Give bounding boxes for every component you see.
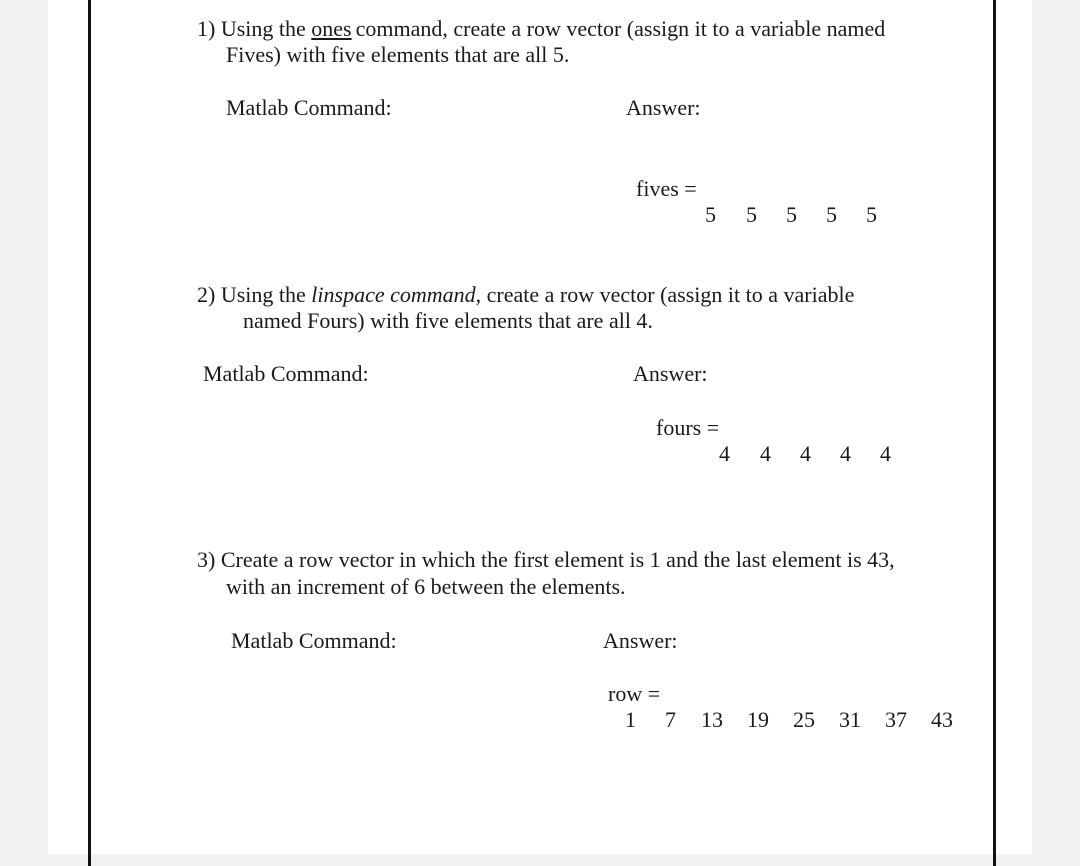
question-1-line-1 bbox=[197, 16, 885, 42]
question-3-line-2: with an increment of 6 between the elements. bbox=[226, 574, 626, 599]
question-2-value: 4 bbox=[840, 441, 851, 466]
question-2-number: 2) bbox=[197, 282, 216, 307]
question-2-value: 4 bbox=[800, 441, 811, 466]
question-3-line-1 bbox=[197, 547, 895, 573]
question-2-keyword: linspace command bbox=[311, 282, 476, 307]
question-3-text: Create a row vector in which the first element is 1 and the last element is 43, bbox=[220, 547, 895, 572]
page-border bbox=[88, 0, 996, 866]
question-2-line-1 bbox=[197, 282, 854, 308]
question-1-text-post: command, create a row vector (assign it to a variable named bbox=[355, 16, 886, 41]
question-2-variable-line: fours = bbox=[656, 415, 720, 440]
question-2-answer-label: Answer: bbox=[633, 361, 708, 386]
question-1-number: 1) bbox=[197, 16, 216, 41]
question-3-value: 31 bbox=[839, 707, 861, 732]
question-1-value: 5 bbox=[746, 202, 757, 227]
question-3-value: 1 bbox=[625, 707, 636, 732]
question-3-answer-label: Answer: bbox=[603, 628, 678, 653]
question-1-line-2: Fives) with five elements that are all 5. bbox=[226, 42, 570, 67]
question-2-value: 4 bbox=[760, 441, 771, 466]
question-2-value: 4 bbox=[880, 441, 891, 466]
question-1-keyword: ones bbox=[311, 16, 352, 41]
question-3-value: 7 bbox=[665, 707, 676, 732]
question-2-text-pre: Using the bbox=[220, 282, 306, 307]
question-2-value: 4 bbox=[719, 441, 730, 466]
question-1-value: 5 bbox=[826, 202, 837, 227]
question-3-command-label: Matlab Command: bbox=[231, 628, 397, 653]
question-3-value: 37 bbox=[885, 707, 907, 732]
question-1-value: 5 bbox=[705, 202, 716, 227]
question-1-command-label: Matlab Command: bbox=[226, 95, 392, 120]
question-2-text-post: , create a row vector (assign it to a variable bbox=[475, 282, 855, 307]
question-1-text-pre: Using the bbox=[220, 16, 306, 41]
question-3-value: 13 bbox=[701, 707, 723, 732]
question-1-value: 5 bbox=[866, 202, 877, 227]
question-3-value: 43 bbox=[931, 707, 953, 732]
question-3-number: 3) bbox=[197, 547, 216, 572]
question-1-variable-line: fives = bbox=[636, 176, 697, 201]
question-1-answer-label: Answer: bbox=[626, 95, 701, 120]
question-2-command-label: Matlab Command: bbox=[203, 361, 369, 386]
question-3-value: 19 bbox=[747, 707, 769, 732]
question-2-line-2: named Fours) with five elements that are all 4. bbox=[243, 308, 653, 333]
question-3-value: 25 bbox=[793, 707, 815, 732]
question-1-value: 5 bbox=[786, 202, 797, 227]
question-3-variable-line: row = bbox=[608, 681, 661, 706]
